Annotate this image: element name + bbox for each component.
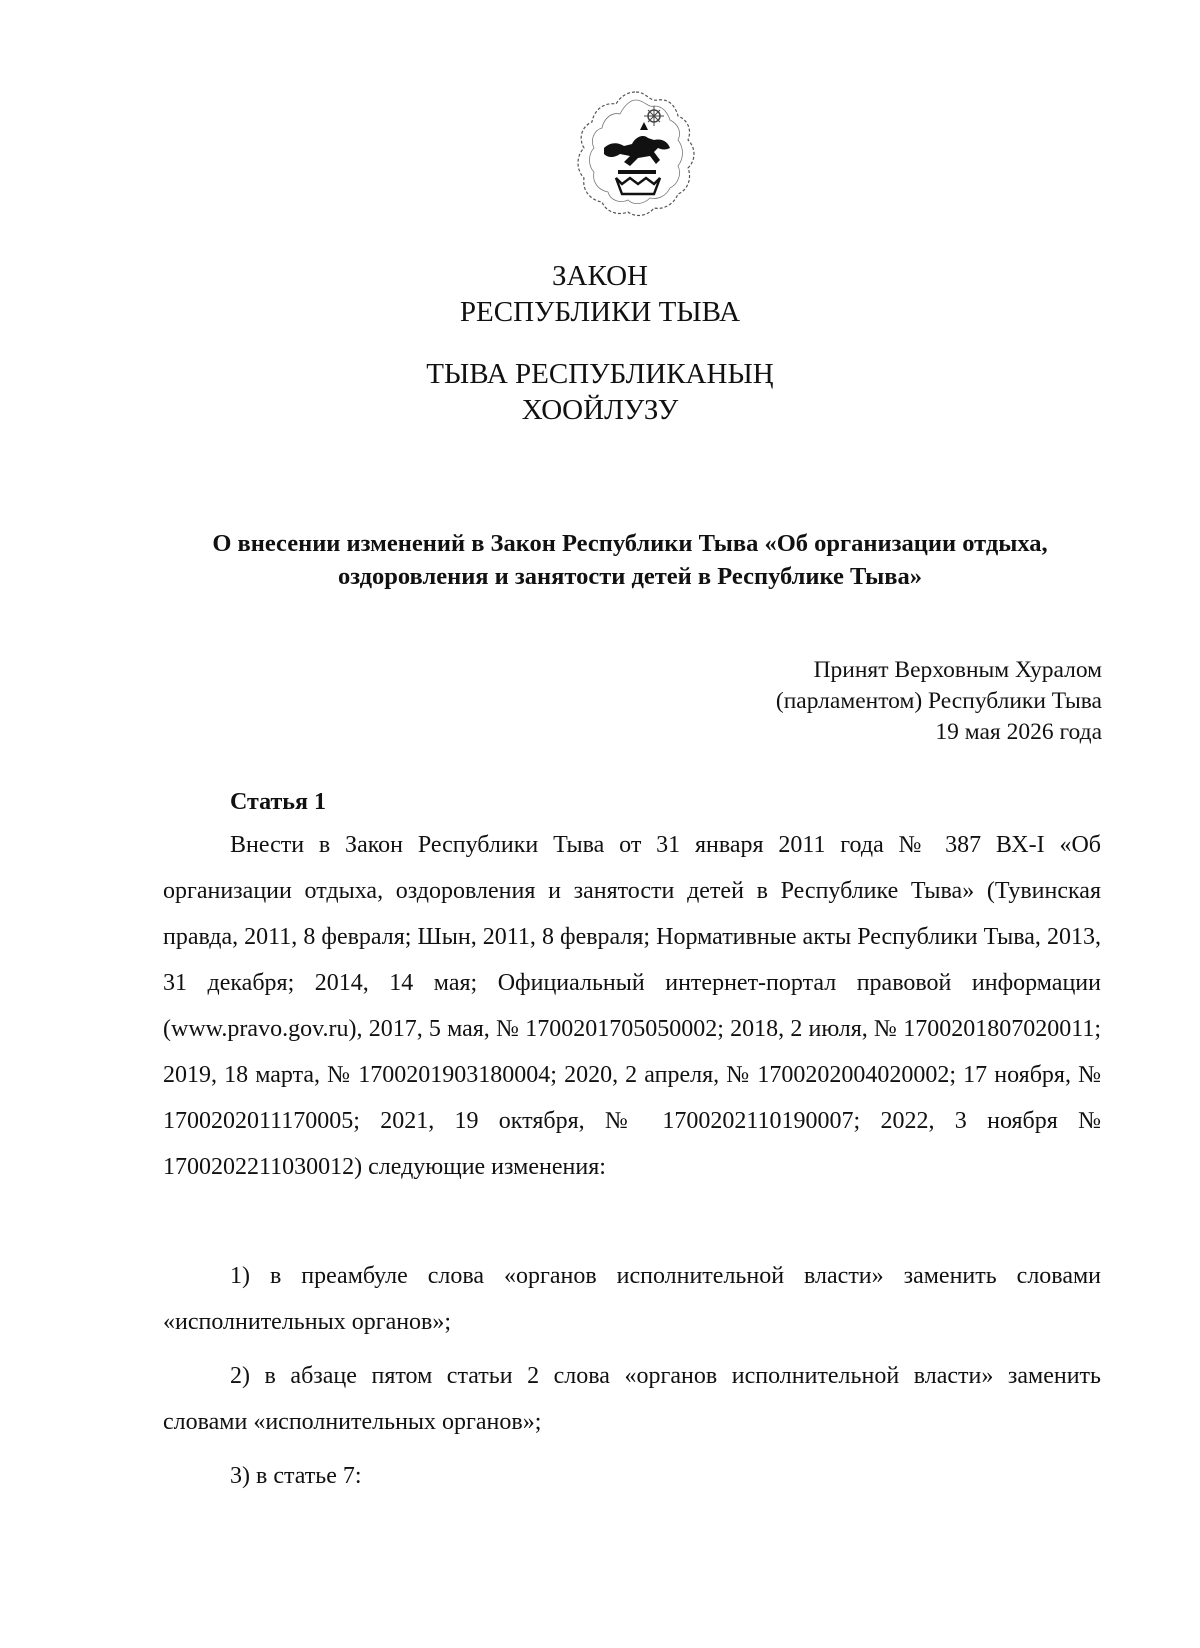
- article-heading: Статья 1: [230, 789, 326, 815]
- amendment-item-2: 2) в абзаце пятом статьи 2 слова «органов исполнительной власти» заменить словами «исполнительных органов»;: [163, 1363, 1101, 1435]
- law-subject: О внесении изменений в Закон Республики Тыва «Об организации отдыха, оздоровления и занятости детей в Республике Тыва»: [212, 530, 1048, 590]
- amendment-item-3: 3) в статье 7:: [230, 1463, 362, 1489]
- republic-name-tyv: ТЫВА РЕСПУБЛИКАНЫҢ: [426, 358, 774, 390]
- law-title-tyv: [0, 356, 1200, 428]
- adoption-note: [502, 655, 1102, 748]
- adoption-line-1: Принят Верховным Хуралом: [813, 657, 1102, 683]
- law-title-ru: [0, 258, 1200, 330]
- adoption-line-2: (парламентом) Республики Тыва: [775, 688, 1102, 714]
- coat-of-arms-tuva-icon: [574, 86, 698, 224]
- article-intro: [163, 822, 1101, 1190]
- law-label-ru: ЗАКОН: [552, 260, 648, 292]
- article-intro-text: Внести в Закон Республики Тыва от 31 января 2011 года № 387 ВХ-I «Об организации отдыха, оздоровления и занятости детей в Республике Тыва» (Тувинская правда, 2011, 8 февраля; Шын, 2011, 8 февраля; Нормативные акты Республики Тыва, 2013, 31 декабря; 2014, 14 мая; Официальный интернет-портал правовой информации (www.pravo.gov.ru), 2017, 5 мая, № 1700201705050002; 2018, 2 июля, № 1700201807020011; 2019, 18 марта, № 1700201903180004; 2020, 2 апреля, № 1700202004020002; 17 ноября, № 1700202011170005; 2021, 19 октября, № 1700202110190007; 2022, 3 ноября № 1700202211030012) следующие изменения:: [163, 832, 1101, 1180]
- law-label-tyv: ХООЙЛУЗУ: [521, 394, 679, 426]
- adoption-date: 19 мая 2026 года: [935, 719, 1102, 745]
- amendment-item-1: 1) в преамбуле слова «органов исполнительной власти» заменить словами «исполнительных органов»;: [163, 1263, 1101, 1335]
- republic-name-ru: РЕСПУБЛИКИ ТЫВА: [459, 296, 741, 328]
